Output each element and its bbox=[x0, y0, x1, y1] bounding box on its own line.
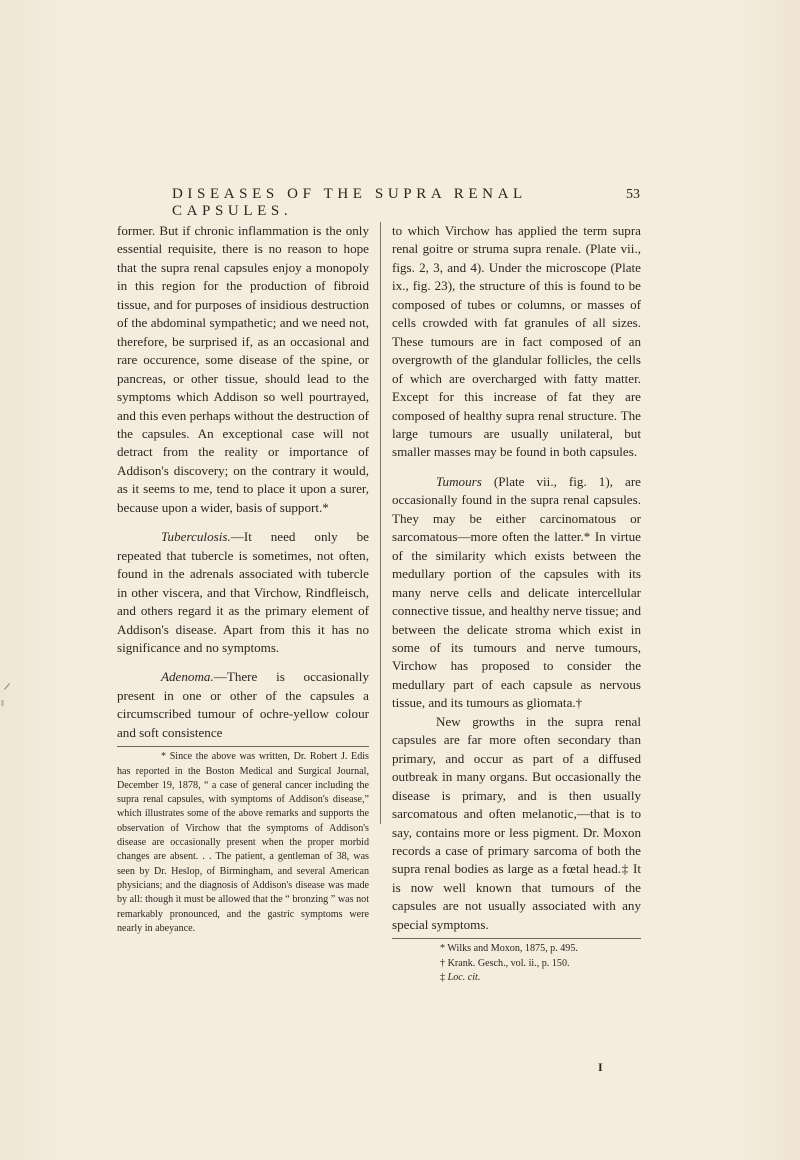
footnote-text: Loc. cit. bbox=[447, 971, 481, 983]
paragraph-tuberculosis bbox=[117, 528, 369, 657]
paragraph-text: (Plate vii., fig. 1), are occasionally found in the supra renal capsules. They may be either carcinomatous or sarcomatous—more often the latter.* In virtue of the similarity which exists between the medullary portion of the capsules with its many nerve cells and delicate intercellular connective tissue, and healthy nerve tissue; and between the delicate stroma which exist in some of its tumours and nerve tumours, Virchow has proposed to consider the medullary part of each capsule as nervous tissue, and its tumours as gliomata.† bbox=[392, 473, 641, 711]
section-label: Tuberculosis. bbox=[161, 529, 231, 545]
footnote: † Krank. Gesch., vol. ii., p. 150. bbox=[440, 957, 570, 969]
column-divider bbox=[380, 222, 381, 824]
footnote: * Wilks and Moxon, 1875, p. 495. bbox=[440, 943, 578, 955]
paragraph: New growths in the supra renal capsules are far more often secondary than primary, and occur as part of a diffused outbreak in many organs. But occasionally the disease is primary, and is then usually sarcomatous and often melanotic,—that is to say, contains more or less pigment. Dr. Moxon records a case of primary sarcoma of both the supra renal bodies as large as a fœtal head.‡ It is now well known that tumours of the capsules are not usually associated with any special symptoms. bbox=[392, 713, 641, 932]
page-number: 53 bbox=[626, 187, 640, 202]
footnote-rule bbox=[117, 746, 369, 747]
paragraph: former. But if chronic inflammation is the only essential requisite, there is no reason to hope that the supra renal capsules enjoy a monopoly in this region for the production of fibroid tissue, and for purposes of insidious destruction of the abdominal sympathetic; and we need not, therefore, be surprised if, as an occasional and rare occurence, some disease of the spine, or pancreas, or other tissue, should lead to the symptoms which Addison so well pourtrayed, and this even perhaps without the destruction of the capsules. An exceptional case will not detract from the reality or importance of Addison's discovery; on the contrary it would, as it seems to me, tend to place it upon a surer, because upon a wider, basis of support.* bbox=[117, 223, 369, 515]
footnote bbox=[392, 971, 641, 985]
paragraph-text: —There is occasionally present in one or other of the capsules a circumscribed tumour of ochre-yellow colour and soft consistence bbox=[117, 669, 369, 740]
footnote-rule bbox=[392, 938, 641, 939]
section-label: Adenoma. bbox=[161, 669, 214, 685]
running-title: DISEASES OF THE SUPRA RENAL CAPSULES. bbox=[172, 186, 527, 219]
footnote: * Since the above was written, Dr. Robert J. Edis has reported in the Boston Medical and Surgical Journal, December 19, 1878, “ a case of general cancer including the supra renal capsules, with symptoms of Addison's disease,” which illustrates some of the above remarks and supports the observation of Virchow that the symptoms of Addison's disease are occasionally present when the proper morbid changes are absent. . . The patient, a gentleman of 38, was seen by Dr. Heslop, of Birmingham, and several American physicians; and the diagnosis of Addison's disease was made by all: though it must be allowed that the “ bronzing ” was not remarkably pronounced, and the gastric symptoms were nearly in abeyance. bbox=[117, 751, 369, 934]
paragraph-adenoma bbox=[117, 668, 369, 742]
running-header bbox=[172, 186, 640, 220]
signature-mark: I bbox=[598, 1060, 603, 1074]
paragraph-tumours bbox=[392, 473, 641, 713]
left-column bbox=[117, 222, 369, 936]
paragraph: to which Virchow has applied the term supra renal goitre or struma supra renale. (Plate vii., figs. 2, 3, and 4). Under the microscope (Plate ix., fig. 23), the structure of this is found to be composed of tubes or columns, or masses of cells crowded with fat granules of all sizes. These tumours are in fact composed of an overgrowth of the glandular follicles, the cells of which are overcharged with fatty matter. Except for this increase of fat they are composed of healthy supra renal structure. The large tumours are usually unilateral, but smaller masses may be found in both capsules. bbox=[392, 223, 641, 460]
margin-smudge bbox=[1, 700, 4, 706]
footnote-mark: ‡ bbox=[440, 971, 448, 983]
paragraph-text: —It need only be repeated that tubercle is sometimes, not often, found in the adrenals associated with tubercle in other viscera, and that Virchow, Rindfleisch, and others regard it as the primary element of Addison's disease. Apart from this it has no significance and no symptoms. bbox=[117, 529, 369, 655]
section-label: Tumours bbox=[436, 473, 482, 489]
right-column bbox=[392, 222, 641, 985]
